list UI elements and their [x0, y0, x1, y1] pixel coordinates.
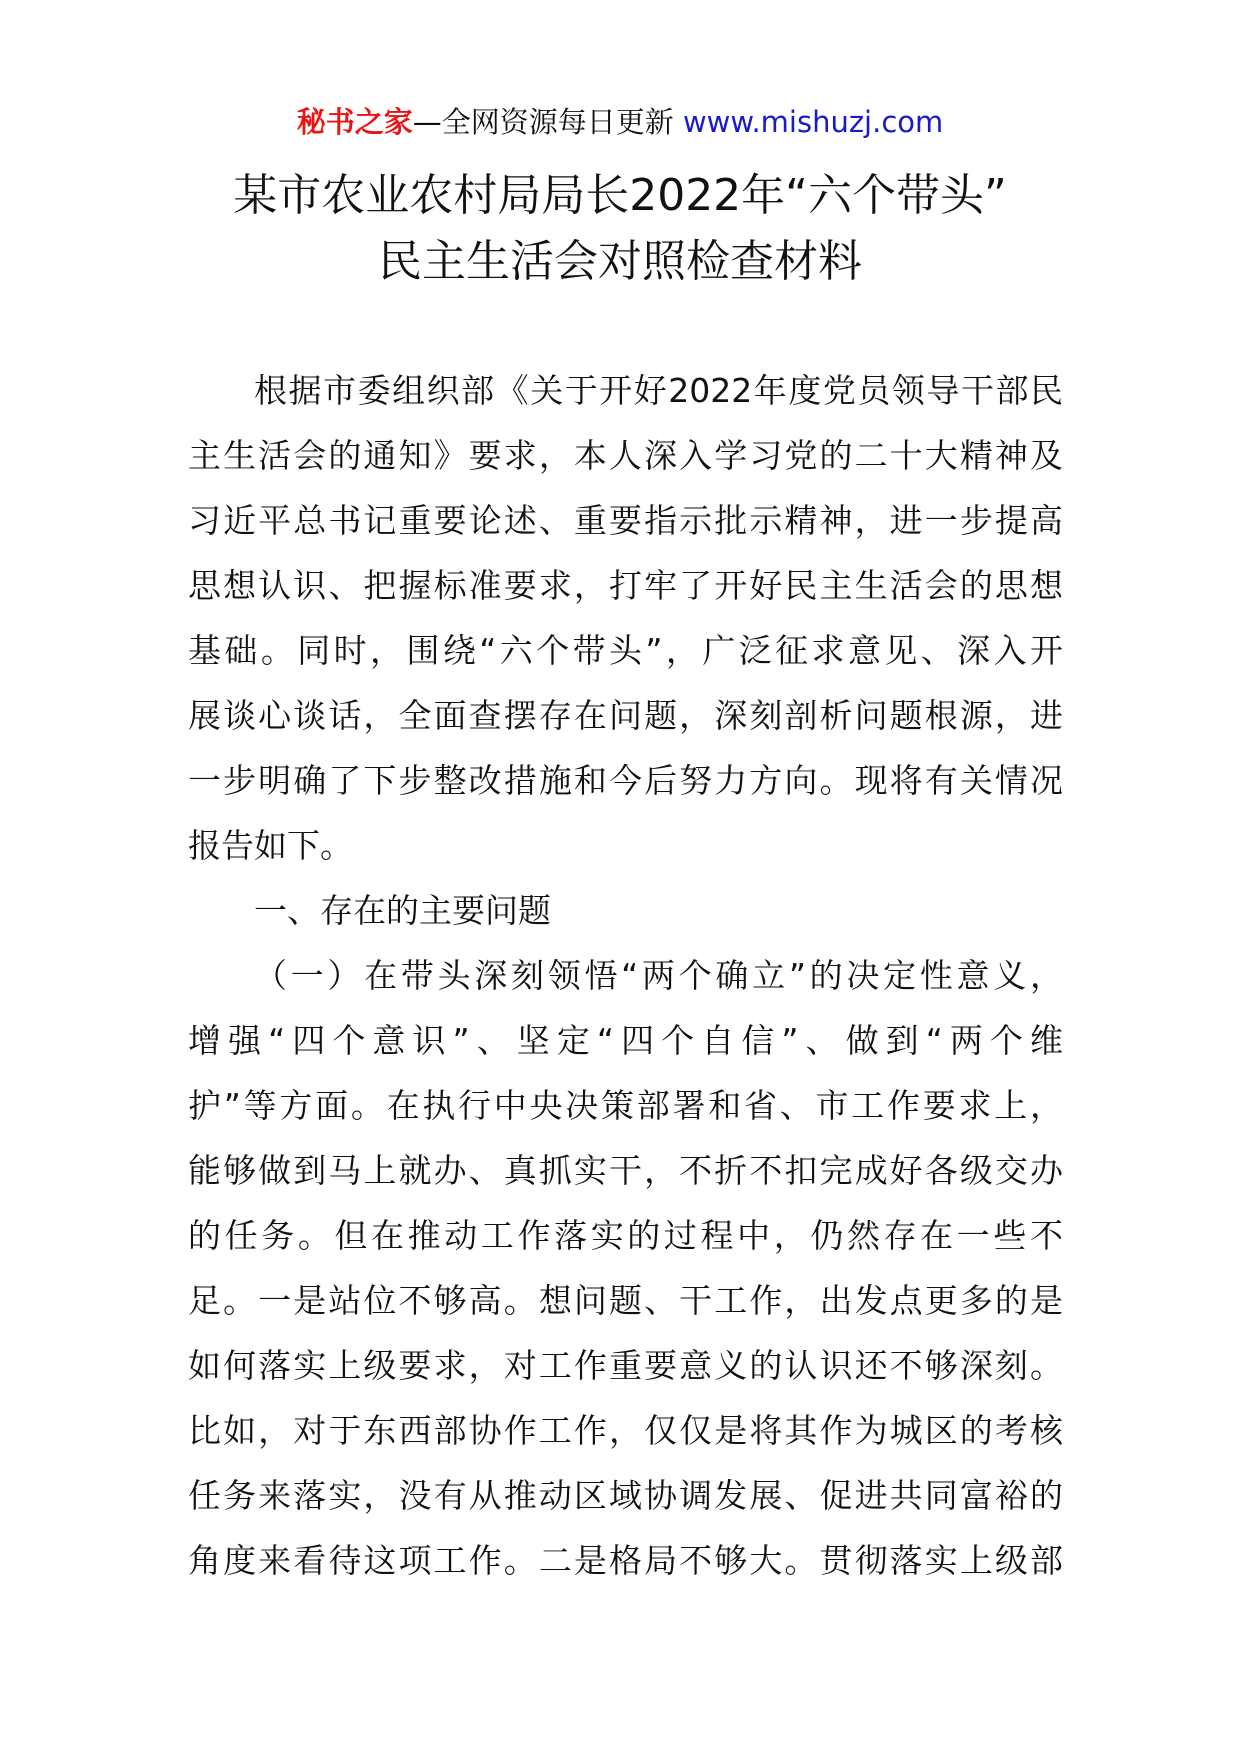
body-line: 足。一是站位不够高。想问题、干工作，出发点更多的是 — [188, 1281, 1063, 1320]
body-line: 的任务。但在推动工作落实的过程中，仍然存在一些不 — [188, 1216, 1063, 1255]
body-line: 思想认识、把握标准要求，打牢了开好民主生活会的思想 — [188, 566, 1063, 605]
body-line: 比如，对于东西部协作工作，仅仅是将其作为城区的考核 — [188, 1411, 1063, 1450]
body-line: 展谈心谈话，全面查摆存在问题，深刻剖析问题根源，进 — [188, 696, 1063, 735]
body-line: 护”等方面。在执行中央决策部署和省、市工作要求上， — [188, 1086, 1063, 1125]
body-line: 如何落实上级要求，对工作重要意义的认识还不够深刻。 — [188, 1346, 1063, 1385]
body-line: 习近平总书记重要论述、重要指示批示精神，进一步提高 — [188, 501, 1063, 540]
body-line: 角度来看待这项工作。二是格局不够大。贯彻落实上级部 — [188, 1541, 1063, 1580]
subsection-heading: （一）在带头深刻领悟“两个确立”的决定性意义， — [254, 956, 1063, 995]
document-body — [188, 358, 1063, 1593]
body-line: 根据市委组织部《关于开好2022年度党员领导干部民 — [254, 371, 1063, 410]
body-line: 任务来落实，没有从推动区域协调发展、促进共同富裕的 — [188, 1476, 1063, 1515]
header-slogan: —全网资源每日更新 — [412, 105, 674, 139]
site-header — [0, 100, 1240, 144]
body-line: 报告如下。 — [188, 826, 353, 865]
document-title-line-2: 民主生活会对照检查材料 — [378, 236, 862, 287]
document-title-line-1: 某市农业农村局局长2022年“六个带头” — [233, 170, 1007, 221]
body-line: 主生活会的通知》要求，本人深入学习党的二十大精神及 — [188, 436, 1063, 475]
body-line: 增强“四个意识”、坚定“四个自信”、做到“两个维 — [188, 1021, 1063, 1060]
body-line: 一步明确了下步整改措施和今后努力方向。现将有关情况 — [188, 761, 1063, 800]
header-url-link[interactable]: www.mishuzj.com — [682, 105, 944, 139]
body-line: 能够做到马上就办、真抓实干，不折不扣完成好各级交办 — [188, 1151, 1063, 1190]
header-brand: 秘书之家 — [296, 105, 413, 139]
body-line: 基础。同时，围绕“六个带头”，广泛征求意见、深入开 — [188, 631, 1063, 670]
section-heading: 一、存在的主要问题 — [254, 891, 551, 930]
